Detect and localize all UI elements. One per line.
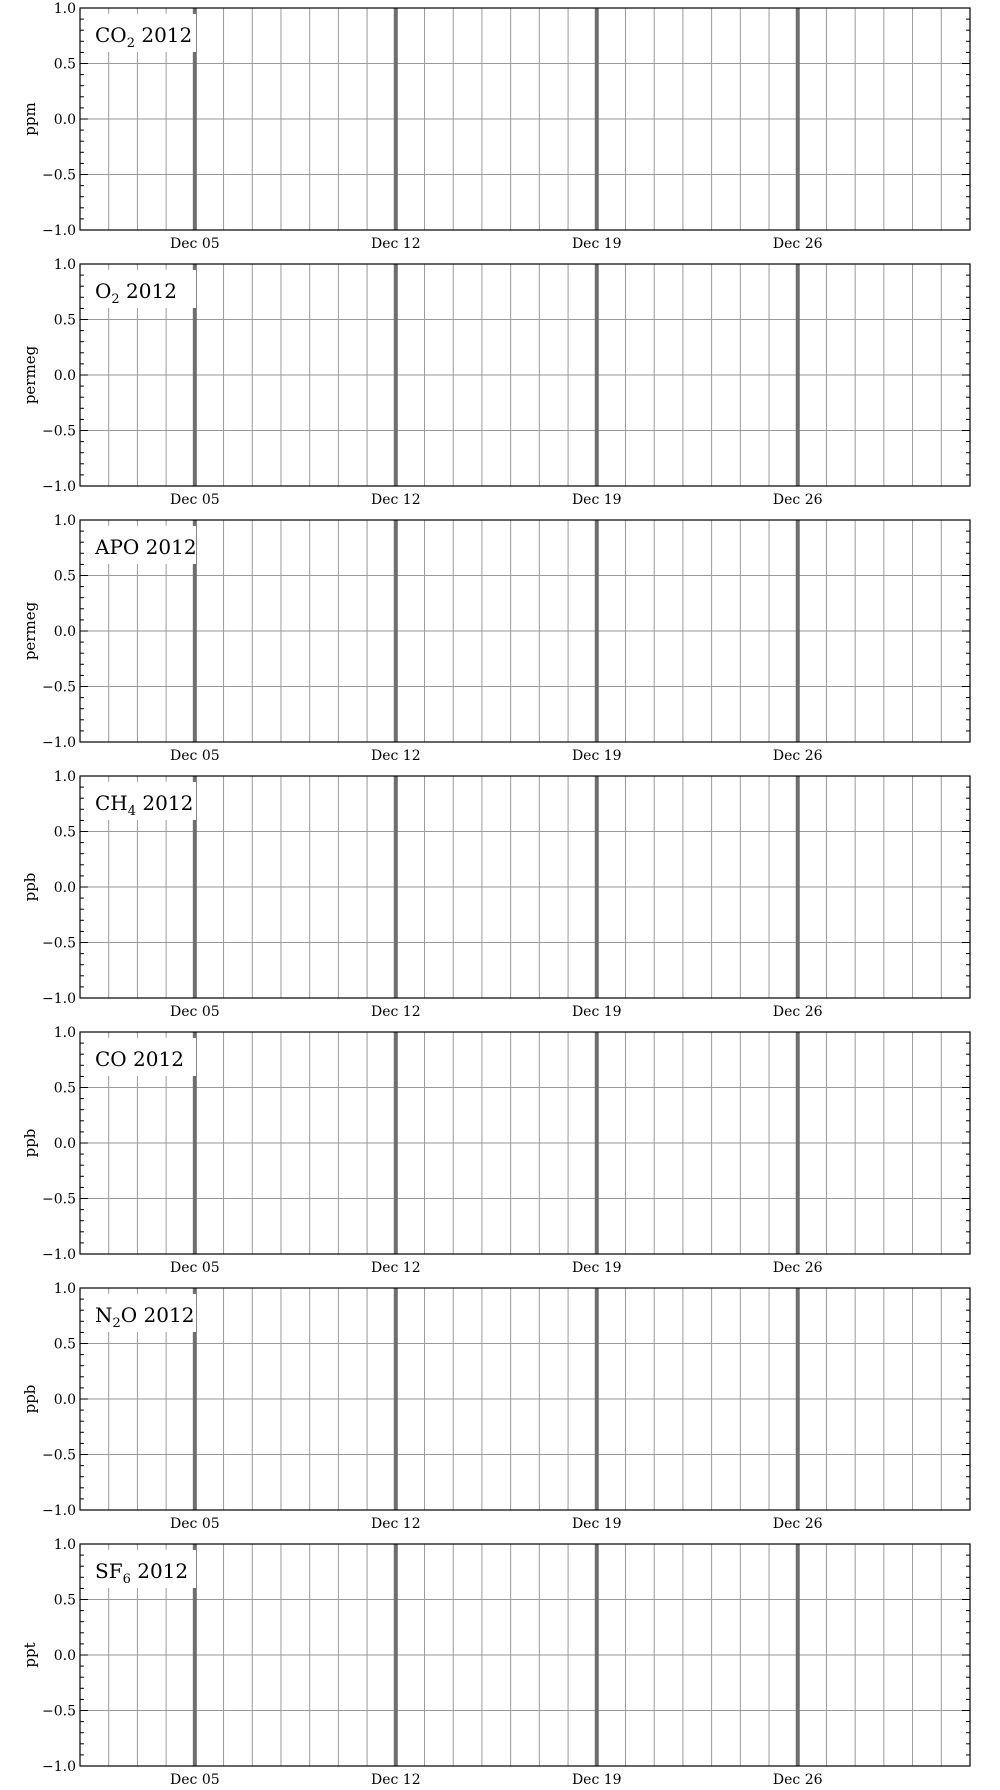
x-tick-label: Dec 12 — [370, 748, 421, 764]
x-tick-label: Dec 19 — [571, 1516, 622, 1532]
y-axis-label: ppm — [21, 102, 39, 136]
x-tick-label: Dec 19 — [571, 236, 622, 252]
x-tick-label: Dec 19 — [571, 1260, 622, 1276]
x-tick-label: Dec 26 — [772, 1772, 823, 1788]
y-tick-label: 1.0 — [53, 1281, 76, 1297]
chart-panel — [21, 1281, 970, 1532]
x-tick-label: Dec 05 — [170, 1260, 220, 1276]
y-tick-label: −1.0 — [42, 991, 76, 1007]
y-tick-label: −0.5 — [42, 1191, 76, 1208]
y-tick-label: 0.5 — [53, 1336, 76, 1353]
chart-panel — [21, 1537, 970, 1788]
x-tick-label: Dec 26 — [772, 1516, 823, 1532]
y-tick-label: 0.5 — [53, 56, 76, 73]
y-axis-label: permeg — [21, 601, 39, 661]
panel-title: APO 2012 — [95, 535, 197, 559]
x-tick-label: Dec 05 — [170, 236, 220, 252]
y-axis-label: ppt — [21, 1642, 39, 1668]
x-tick-label: Dec 26 — [772, 492, 823, 508]
x-tick-label: Dec 05 — [170, 1004, 220, 1020]
y-tick-label: 1.0 — [53, 257, 76, 273]
y-axis-label: ppb — [21, 872, 39, 902]
x-tick-label: Dec 05 — [170, 1516, 220, 1532]
y-tick-label: 1.0 — [53, 1025, 76, 1041]
x-tick-label: Dec 12 — [370, 236, 421, 252]
y-tick-label: 0.5 — [53, 1080, 76, 1097]
y-tick-label: 1.0 — [53, 1, 76, 17]
y-tick-label: −1.0 — [42, 1247, 76, 1263]
panel-title: CO 2012 — [95, 1047, 184, 1071]
chart-panel — [21, 513, 970, 764]
y-tick-label: −0.5 — [42, 1703, 76, 1720]
chart-panel — [21, 257, 970, 508]
y-tick-label: 0.0 — [53, 880, 76, 896]
panel-title: $N_2O$ 2012 — [95, 1303, 195, 1331]
chart-panel — [21, 1025, 970, 1276]
y-tick-label: 0.0 — [53, 1136, 76, 1152]
y-tick-label: 0.0 — [53, 368, 76, 384]
y-axis-label: ppb — [21, 1128, 39, 1158]
chart-panel — [21, 1, 970, 252]
y-axis-label: ppb — [21, 1384, 39, 1414]
y-tick-label: 0.0 — [53, 624, 76, 640]
y-tick-label: 0.0 — [53, 112, 76, 128]
x-tick-label: Dec 05 — [170, 1772, 220, 1788]
x-tick-label: Dec 12 — [370, 1004, 421, 1020]
y-tick-label: −1.0 — [42, 1503, 76, 1519]
y-tick-label: −1.0 — [42, 735, 76, 751]
panel-title: $CO_2$ 2012 — [95, 23, 193, 51]
y-tick-label: 1.0 — [53, 1537, 76, 1553]
panel-title: $O_2$ 2012 — [95, 279, 177, 307]
y-tick-label: −0.5 — [42, 679, 76, 696]
y-tick-label: 0.5 — [53, 824, 76, 841]
y-tick-label: 0.5 — [53, 568, 76, 585]
y-axis-label: permeg — [21, 345, 39, 405]
x-tick-label: Dec 12 — [370, 1772, 421, 1788]
panel-title: $SF_6$ 2012 — [95, 1559, 189, 1587]
y-tick-label: −0.5 — [42, 423, 76, 440]
x-tick-label: Dec 19 — [571, 1772, 622, 1788]
y-tick-label: 0.0 — [53, 1648, 76, 1664]
y-tick-label: 0.5 — [53, 312, 76, 329]
x-tick-label: Dec 05 — [170, 492, 220, 508]
x-tick-label: Dec 26 — [772, 236, 823, 252]
chart-panel — [21, 769, 970, 1020]
y-tick-label: −1.0 — [42, 223, 76, 239]
y-tick-label: −0.5 — [42, 935, 76, 952]
x-tick-label: Dec 12 — [370, 1516, 421, 1532]
y-tick-label: 0.0 — [53, 1392, 76, 1408]
x-tick-label: Dec 19 — [571, 492, 622, 508]
x-tick-label: Dec 26 — [772, 748, 823, 764]
y-tick-label: −1.0 — [42, 1759, 76, 1775]
y-tick-label: 1.0 — [53, 513, 76, 529]
panel-title: $CH_4$ 2012 — [95, 791, 194, 819]
y-tick-label: −0.5 — [42, 1447, 76, 1464]
x-tick-label: Dec 05 — [170, 748, 220, 764]
y-tick-label: 0.5 — [53, 1592, 76, 1609]
x-tick-label: Dec 26 — [772, 1260, 823, 1276]
x-tick-label: Dec 19 — [571, 748, 622, 764]
x-tick-label: Dec 19 — [571, 1004, 622, 1020]
x-tick-label: Dec 26 — [772, 1004, 823, 1020]
y-tick-label: 1.0 — [53, 769, 76, 785]
x-tick-label: Dec 12 — [370, 1260, 421, 1276]
y-tick-label: −0.5 — [42, 167, 76, 184]
x-tick-label: Dec 12 — [370, 492, 421, 508]
y-tick-label: −1.0 — [42, 479, 76, 495]
